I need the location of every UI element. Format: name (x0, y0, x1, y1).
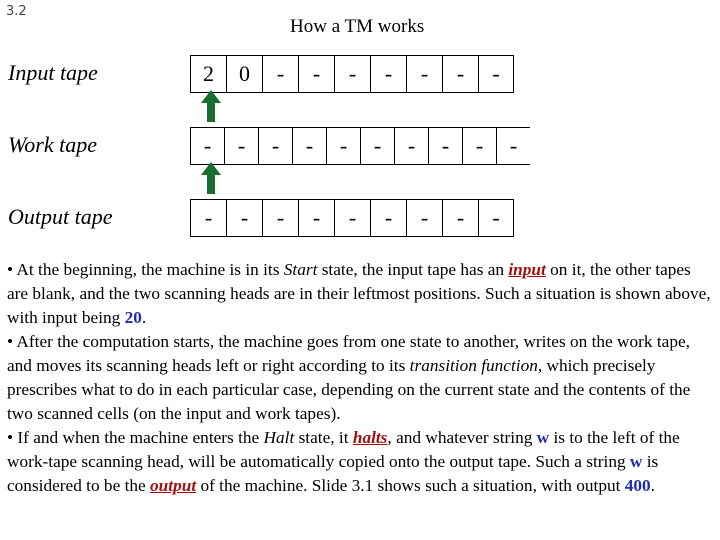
work-tape-cell: - (360, 128, 394, 164)
transition-function-term: transition function (409, 356, 538, 375)
input-tape-cell: 0 (226, 56, 262, 92)
text-run: on it, the other tapes are blank, and the two scanning heads are in their leftmost positions. Such a situation is shown above, with input being (7, 260, 711, 327)
paragraph-start-state (7, 258, 715, 330)
output-tape (190, 199, 514, 237)
input-tape-cell: - (478, 56, 514, 92)
work-tape-cell: - (326, 128, 360, 164)
work-tape-cell: - (428, 128, 462, 164)
work-tape-cell: - (394, 128, 428, 164)
output-tape-cell: - (478, 200, 514, 236)
text-run: • If and when the machine enters the (7, 428, 264, 447)
input-term: input (508, 260, 546, 279)
work-tape-label: Work tape (8, 132, 98, 157)
start-state-term: Start (283, 260, 318, 279)
input-tape-cell: - (370, 56, 406, 92)
work-tape-cell: - (292, 128, 326, 164)
work-head-arrow-icon (201, 162, 221, 194)
output-tape-cell: - (298, 200, 334, 236)
work-tape-cell: - (258, 128, 292, 164)
output-tape-cell: - (190, 200, 226, 236)
text-run: , which precisely prescribes what to do in each particular case, depending on the current state and the contents of the two scanned cells (on the input and work tapes). (7, 356, 691, 423)
output-tape-label: Output tape (8, 204, 113, 229)
text-run: state, it (294, 428, 353, 447)
text-run: of the machine. Slide 3.1 shows such a situation, with output (196, 476, 625, 495)
output-tape-cell: - (442, 200, 478, 236)
text-run: is to the left of the work-tape scanning head, will be automatically copied onto the output tape. Such a string (7, 428, 680, 471)
work-tape-cell: - (462, 128, 496, 164)
output-term: output (150, 476, 197, 495)
output-tape-cell: - (226, 200, 262, 236)
string-w: w (536, 428, 550, 447)
halt-state-term: Halt (263, 428, 295, 447)
text-run: . (141, 308, 147, 327)
output-tape-cell: - (370, 200, 406, 236)
input-tape-cell: - (298, 56, 334, 92)
output-tape-cell: - (406, 200, 442, 236)
halts-term: halts (352, 428, 388, 447)
work-tape-cell: - (496, 128, 530, 164)
text-run: is considered to be the (7, 452, 659, 495)
text-run: state, the input tape has an (317, 260, 509, 279)
work-tape (190, 127, 530, 165)
text-run: • At the beginning, the machine is in its (7, 260, 284, 279)
input-tape-cell: - (262, 56, 298, 92)
input-value: 20 (124, 308, 142, 327)
output-tape-cell: - (262, 200, 298, 236)
paragraph-computation (7, 330, 715, 426)
work-tape-cell: - (190, 128, 224, 164)
text-run: . (650, 476, 655, 495)
slide-number: 3.2 (6, 4, 27, 19)
explanation-text (7, 258, 715, 498)
input-tape-label: Input tape (8, 60, 98, 85)
input-tape-cell: - (442, 56, 478, 92)
text-run: , and whatever string (387, 428, 537, 447)
work-tape-cell: - (224, 128, 258, 164)
input-tape-cell: 2 (190, 56, 226, 92)
slide-title: How a TM works (290, 16, 425, 37)
input-head-arrow-icon (201, 90, 221, 122)
input-tape (190, 55, 514, 93)
output-value: 400 (624, 476, 651, 495)
paragraph-halt (7, 426, 715, 498)
text-run: • After the computation starts, the machine goes from one state to another, writes on the work tape, and moves its scanning heads left or right according to its (7, 332, 690, 375)
input-tape-cell: - (406, 56, 442, 92)
input-tape-cell: - (334, 56, 370, 92)
string-w: w (629, 452, 643, 471)
output-tape-cell: - (334, 200, 370, 236)
